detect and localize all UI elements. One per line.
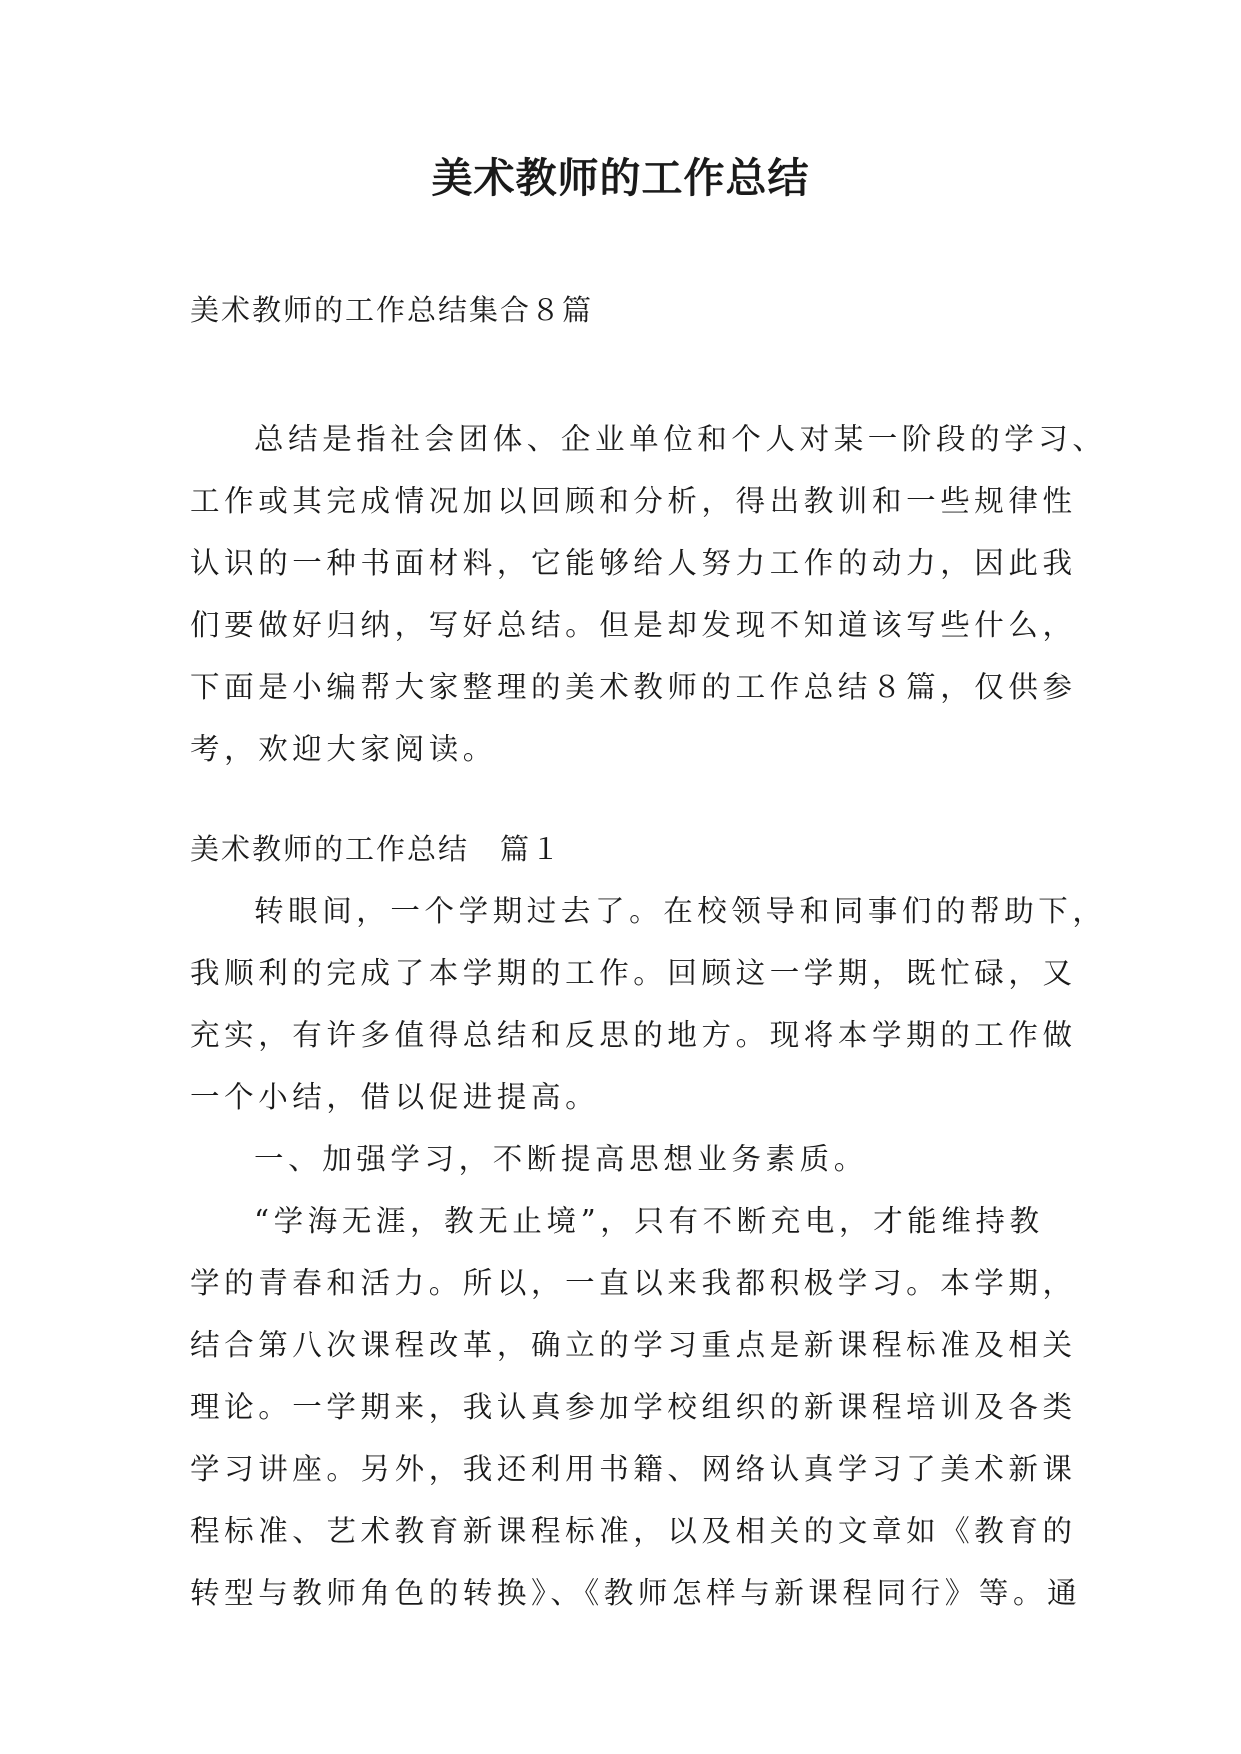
paragraph-line: 学习讲座。另外，我还利用书籍、网络认真学习了美术新课 [190, 1452, 1077, 1486]
intro-line: 下面是小编帮大家整理的美术教师的工作总结８篇，仅供参 [190, 670, 1077, 704]
document-subtitle: 美术教师的工作总结集合８篇 [190, 293, 594, 327]
paragraph-line: 学的青春和活力。所以，一直以来我都积极学习。本学期， [190, 1266, 1077, 1300]
paragraph-line: 转眼间，一个学期过去了。在校领导和同事们的帮助下， [254, 894, 1107, 928]
paragraph-line: 结合第八次课程改革，确立的学习重点是新课程标准及相关 [190, 1328, 1077, 1362]
intro-line: 总结是指社会团体、企业单位和个人对某一阶段的学习、 [254, 422, 1107, 456]
paragraph-line: 转型与教师角色的转换》、《教师怎样与新课程同行》等。通 [190, 1576, 1082, 1610]
paragraph-line: 充实，有许多值得总结和反思的地方。现将本学期的工作做 [190, 1018, 1077, 1052]
section-heading: 美术教师的工作总结 篇１ [190, 832, 563, 866]
intro-paragraph [190, 408, 1107, 780]
paragraph-line: 理论。一学期来，我认真参加学校组织的新课程培训及各类 [190, 1390, 1077, 1424]
intro-line: 们要做好归纳，写好总结。但是却发现不知道该写些什么， [190, 608, 1077, 642]
intro-line: 工作或其完成情况加以回顾和分析，得出教训和一些规律性 [190, 484, 1077, 518]
section-1 [190, 818, 1107, 1624]
paragraph-line: 程标准、艺术教育新课程标准，以及相关的文章如《教育的 [190, 1514, 1077, 1548]
paragraph-line: “学海无涯，教无止境”，只有不断充电，才能维持教 [254, 1204, 1044, 1238]
paragraph-line: 一个小结，借以促进提高。 [190, 1080, 600, 1114]
paragraph-line: 我顺利的完成了本学期的工作。回顾这一学期，既忙碌，又 [190, 956, 1077, 990]
intro-line: 考，欢迎大家阅读。 [190, 732, 497, 766]
point-heading: 一、加强学习，不断提高思想业务素质。 [254, 1142, 868, 1176]
page-title: 美术教师的工作总结 [431, 154, 810, 202]
intro-line: 认识的一种书面材料，它能够给人努力工作的动力，因此我 [190, 546, 1077, 580]
